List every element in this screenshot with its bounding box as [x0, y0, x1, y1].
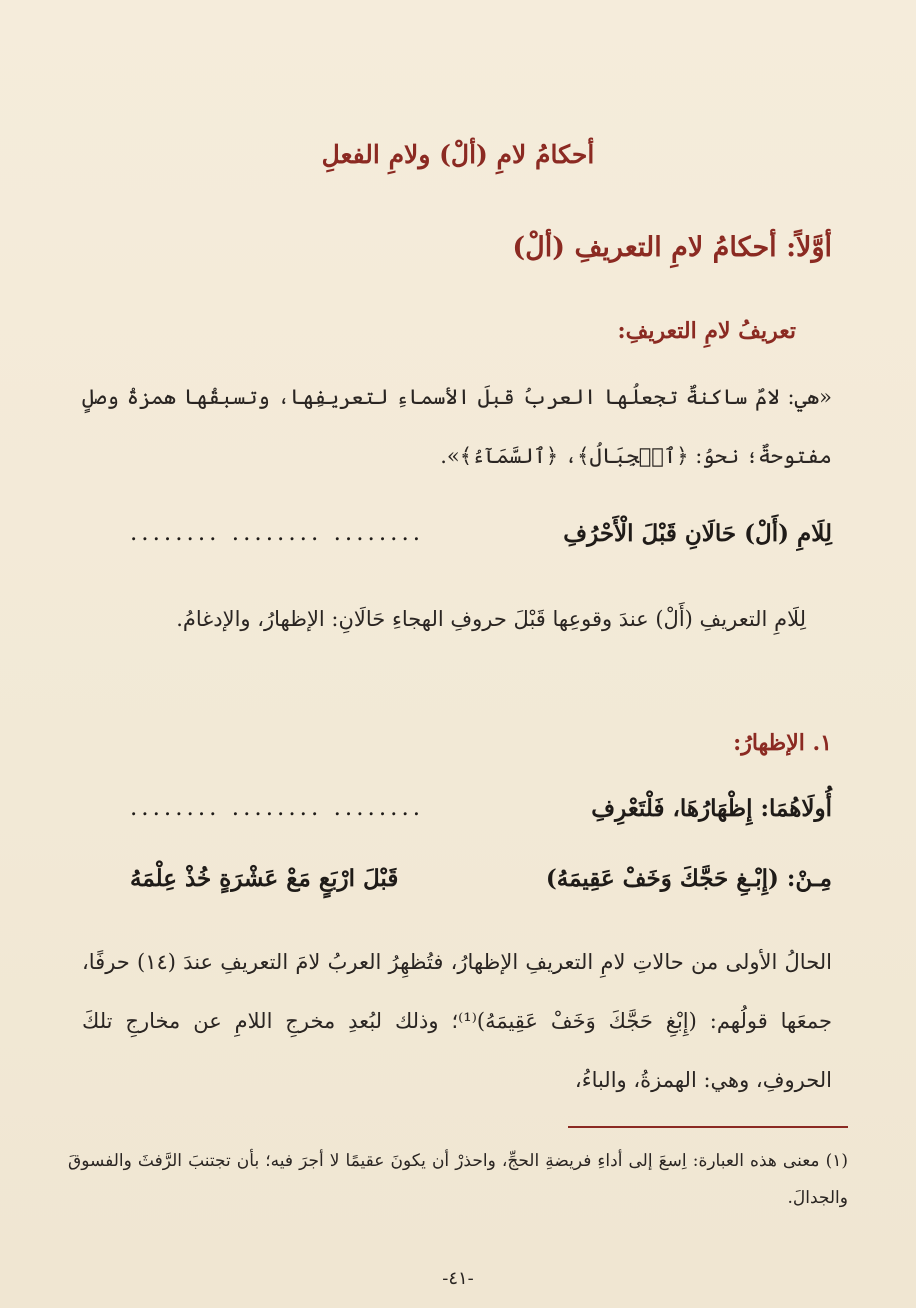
- section-heading: أوَّلاً: أحكامُ لامِ التعريفِ (ألْ): [512, 232, 832, 263]
- izhar-explanation-paragraph: الحالُ الأولى من حالاتِ لامِ التعريفِ الإظهارُ، فتُظهِرُ العربُ لامَ التعريفِ عندَ (١٤) حرفًا، جمعَها قولُهم: (إِبْغِ حَجَّكَ وَخَفْ عَقِيمَهُ)⁽¹⁾؛ وذلك لبُعدِ مخرجِ اللامِ عن مخارجِ تلكَ الحروفِ، وهي: الهمزةُ، والباءُ،: [82, 950, 832, 1092]
- subsection-heading: تعريفُ لامِ التعريفِ:: [617, 318, 796, 344]
- footnote-separator: [568, 1126, 848, 1128]
- verse-1-right-hemistich: لِلَامِ (أَلْ) حَالَانِ قَبْلَ الْأَحْرُفِ: [563, 520, 832, 547]
- verse-3-left-hemistich: قَبْلَ ارْبَعٍ مَعْ عَشْرَةٍ خُذْ عِلْمَهُ: [130, 865, 399, 892]
- page-number: -٤١-: [442, 1268, 474, 1289]
- verse-2-right-hemistich: أُولَاهُمَا: إِظْهَارُهَا، فَلْتَعْرِفِ: [591, 795, 832, 822]
- verse-3-right-hemistich: مِـنْ: (إِبْـغِ حَجَّكَ وَخَفْ عَقِيمَهُ): [545, 865, 832, 892]
- footnote: (١) معنى هذه العبارة: اِسعَ إلى أداءِ فريضةِ الحجِّ، واحذرْ أن يكونَ عقيمًا لا أجرَ فيه؛ بأن تجتنبَ الرَّفثَ والفسوقَ والجدالَ.: [68, 1151, 848, 1208]
- izhar-heading: ١. الإظهارُ:: [733, 730, 832, 756]
- definition-paragraph: «هي: لامٌ ساكنةٌ تجعلُها العربُ قبلَ الأسماءِ لتعريفِها، وتسبقُها همزةُ وصلٍ مفتوحةٌ؛ نحوُ: ﴿ٱلۡجِبَالُ﴾، ﴿ٱلسَّمَآءُ﴾».: [82, 385, 832, 468]
- page-title: أحكامُ لامِ (ألْ) ولامِ الفعلِ: [321, 140, 595, 169]
- verse-1-left-hemistich: ........ ........ ........: [130, 520, 425, 546]
- paragraph-two-states: لِلَامِ التعريفِ (أَلْ) عندَ وقوعِها قَبْلَ حروفِ الهجاءِ حَالَانِ: الإظهارُ، والإدغامُ.: [176, 607, 806, 631]
- verse-2-left-hemistich: ........ ........ ........: [130, 795, 425, 821]
